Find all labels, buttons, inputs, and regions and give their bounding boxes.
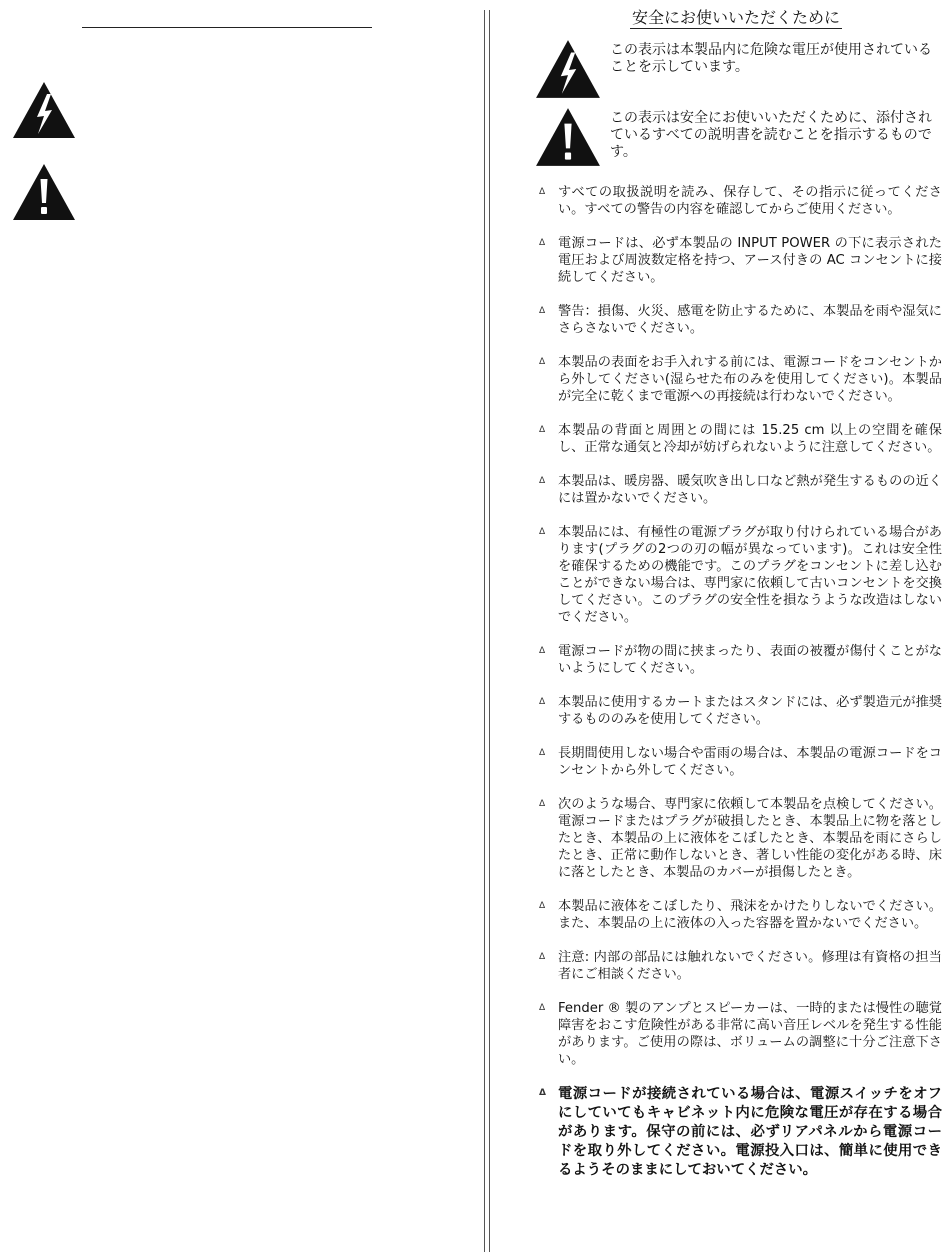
column-divider bbox=[484, 10, 485, 1252]
lightning-warning-icon bbox=[534, 38, 602, 100]
list-item bbox=[530, 949, 942, 983]
list-item-text: 本製品に液体をこぼしたり、飛沫をかけたりしないでください。また、本製品の上に液体の入った容器を置かないでください。 bbox=[558, 899, 942, 931]
list-item bbox=[530, 184, 942, 218]
triangle-bullet-icon: Δ bbox=[539, 799, 546, 809]
list-item bbox=[530, 422, 942, 456]
list-item-text: 長期間使用しない場合や雷雨の場合は、本製品の電源コードをコンセントから外してください。 bbox=[558, 746, 942, 778]
symbol-explanation bbox=[530, 38, 942, 100]
list-item bbox=[530, 745, 942, 779]
symbol-explanation bbox=[530, 106, 942, 168]
list-item bbox=[530, 694, 942, 728]
triangle-bullet-icon: Δ bbox=[539, 306, 546, 316]
list-item bbox=[530, 643, 942, 677]
triangle-bullet-icon: Δ bbox=[539, 527, 546, 537]
triangle-bullet-icon: Δ bbox=[539, 1088, 546, 1098]
exclamation-warning-icon bbox=[11, 162, 77, 222]
list-item-text: Fender ® 製のアンプとスピーカーは、一時的または慢性の聴覚障害をおこす危険性がある非常に高い音圧レベルを発生する性能があります。ご使用の際は、ボリュームの調整に十分ご注意下さい。 bbox=[558, 1001, 942, 1067]
safety-section bbox=[530, 0, 942, 1180]
list-item-text: 電源コードが物の間に挟まったり、表面の被覆が傷付くことがないようにしてください。 bbox=[558, 644, 942, 676]
list-item-text: 電源コードは、必ず本製品の INPUT POWER の下に表示された電圧および周波数定格を持つ、アース付きの AC コンセントに接続してください。 bbox=[558, 236, 942, 285]
list-item bbox=[530, 303, 942, 337]
list-item-text: すべての取扱説明を読み、保存して、その指示に従ってください。すべての警告の内容を確認してからご使用ください。 bbox=[558, 185, 942, 217]
list-item bbox=[530, 524, 942, 626]
list-item bbox=[530, 354, 942, 405]
triangle-bullet-icon: Δ bbox=[539, 646, 546, 656]
list-item-text: 本製品の表面をお手入れする前には、電源コードをコンセントから外してください(湿らせた布のみを使用してください)。本製品が完全に乾くまで電源への再接続は行わないでください。 bbox=[558, 355, 942, 404]
list-item-text: 本製品の背面と周囲との間には 15.25 cm 以上の空間を確保し、正常な通気と冷却が妨げられないように注意してください。 bbox=[558, 423, 942, 455]
list-item-text: 次のような場合、専門家に依頼して本製品を点検してください。電源コードまたはプラグが破損したとき、本製品上に物を落としたとき、本製品の上に液体をこぼしたとき、本製品を雨にさらしたとき、正常に動作しないとき、著しい性能の変化がある時、床に落としたとき、本製品のカバーが損傷したとき。 bbox=[558, 797, 942, 880]
symbol-description: この表示は安全にお使いいただくために、添付されているすべての説明書を読むことを指示するものです。 bbox=[610, 110, 932, 160]
list-item-text: 電源コードが接続されている場合は、電源スイッチをオフにしていてもキャビネット内に危険な電圧が存在する場合があります。保守の前には、必ずリアパネルから電源コードを取り外してください。電源投入口は、簡単に使用できるようそのままにしておいてください。 bbox=[558, 1086, 942, 1178]
list-item-text: 本製品に使用するカートまたはスタンドには、必ず製造元が推奨するもののみを使用してください。 bbox=[558, 695, 942, 727]
list-item-text: 本製品は、暖房器、暖気吹き出し口など熱が発生するものの近くには置かないでください。 bbox=[558, 474, 942, 506]
symbol-description: この表示は本製品内に危険な電圧が使用されていることを示しています。 bbox=[610, 42, 932, 75]
list-item-text: 警告：損傷、火災、感電を防止するために、本製品を雨や湿気にさらさないでください。 bbox=[558, 304, 942, 336]
triangle-bullet-icon: Δ bbox=[539, 1003, 546, 1013]
list-item bbox=[530, 473, 942, 507]
list-item-text: 注意: 内部の部品には触れないでください。修理は有資格の担当者にご相談ください。 bbox=[558, 950, 942, 982]
list-item bbox=[530, 796, 942, 881]
top-rule bbox=[82, 27, 372, 28]
triangle-bullet-icon: Δ bbox=[539, 357, 546, 367]
exclamation-warning-icon bbox=[534, 106, 602, 168]
triangle-bullet-icon: Δ bbox=[539, 238, 546, 248]
triangle-bullet-icon: Δ bbox=[539, 425, 546, 435]
triangle-bullet-icon: Δ bbox=[539, 901, 546, 911]
column-divider bbox=[489, 10, 490, 1252]
page-title: 安全にお使いいただくために bbox=[631, 8, 840, 27]
instruction-list bbox=[530, 184, 942, 1180]
list-item bbox=[530, 1085, 942, 1180]
list-item bbox=[530, 235, 942, 286]
triangle-bullet-icon: Δ bbox=[539, 952, 546, 962]
triangle-bullet-icon: Δ bbox=[539, 187, 546, 197]
triangle-bullet-icon: Δ bbox=[539, 697, 546, 707]
lightning-warning-icon bbox=[11, 80, 77, 140]
list-item-text: 本製品には、有極性の電源プラグが取り付けられている場合があります(プラグの2つの刃の幅が異なっています)。これは安全性を確保するための機能です。このプラグをコンセントに差し込むことができない場合は、専門家に依頼して古いコンセントを交換してください。このプラグの安全性を損なうような改造はしないでください。 bbox=[558, 525, 942, 625]
triangle-bullet-icon: Δ bbox=[539, 476, 546, 486]
list-item bbox=[530, 898, 942, 932]
list-item bbox=[530, 1000, 942, 1068]
triangle-bullet-icon: Δ bbox=[539, 748, 546, 758]
